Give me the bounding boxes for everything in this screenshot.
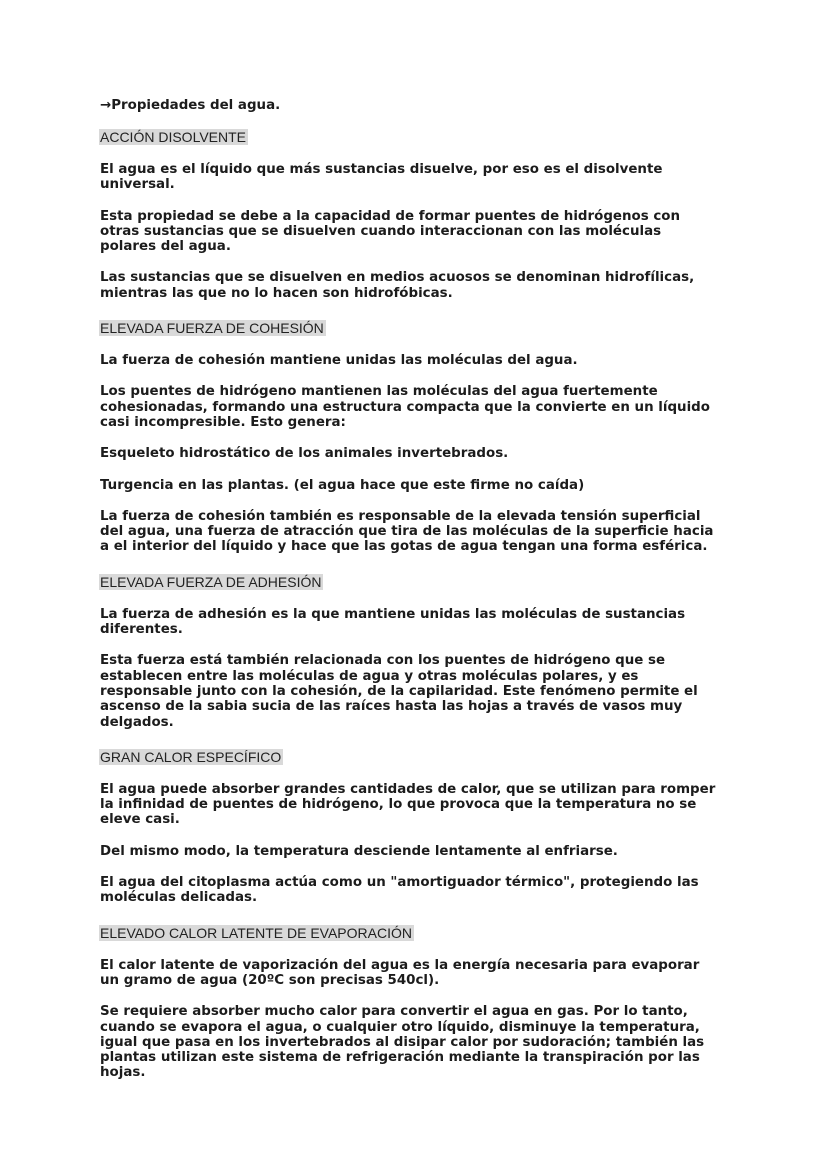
paragraph: Esta propiedad se debe a la capacidad de formar puentes de hidrógenos con otras sustancias que se disuelven cuando interaccionan con las moléculas polares del agua.	[100, 208, 681, 255]
section-calor-latente	[100, 922, 720, 1081]
paragraph: El calor latente de vaporización del agua es la energía necesaria para evaporar un gramo de agua (20ºC son precisas 540cl).	[100, 957, 700, 988]
paragraph: Los puentes de hidrógeno mantienen las moléculas del agua fuertemente cohesionadas, formando una estructura compacta que la convierte en un líquido casi incompresible. Esto genera:	[100, 384, 710, 430]
section-heading: GRAN CALOR ESPECÍFICO	[100, 748, 282, 765]
paragraph: La fuerza de adhesión es la que mantiene unidas las moléculas de sustancias diferentes.	[100, 606, 686, 638]
section-accion-disolvente	[100, 126, 720, 301]
paragraph: La fuerza de cohesión mantiene unidas las moléculas del agua.	[100, 353, 578, 369]
section-heading: ELEVADA FUERZA DE COHESIÓN	[100, 320, 324, 337]
paragraph: Del mismo modo, la temperatura desciende lentamente al enfriarse.	[100, 843, 618, 859]
section-fuerza-adhesion	[100, 571, 720, 730]
section-calor-especifico	[100, 746, 720, 906]
paragraph: Esta fuerza está también relacionada con los puentes de hidrógeno que se establecen entre las moléculas de agua y otras moléculas polares, y es responsable junto con la cohesión, de la capilaridad. Este fenómeno permite el ascenso de la sabia sucia de las raíces hasta las hojas a través de vasos muy delgados.	[100, 653, 698, 730]
section-fuerza-cohesion	[100, 317, 720, 555]
paragraph: Se requiere absorber mucho calor para convertir el agua en gas. Por lo tanto, cuando se evapora el agua, o cualquier otro líquido, disminuye la temperatura, igual que pasa en los invertebrados al disipar calor por sudoración; también las plantas utilizan este sistema de refrigeración mediante la transpiración por las hojas.	[100, 1004, 705, 1081]
section-heading: ELEVADO CALOR LATENTE DE EVAPORACIÓN	[100, 924, 412, 941]
document-body	[100, 98, 720, 1097]
intro-line: →Propiedades del agua.	[100, 98, 281, 113]
paragraph: Las sustancias que se disuelven en medios acuosos se denominan hidrofílicas, mientras las que no lo hacen son hidrofóbicas.	[100, 270, 695, 301]
paragraph: Esqueleto hidrostático de los animales invertebrados.	[100, 446, 509, 462]
paragraph: El agua es el líquido que más sustancias disuelve, por eso es el disolvente universal.	[100, 162, 663, 193]
section-heading: ELEVADA FUERZA DE ADHESIÓN	[100, 573, 322, 590]
paragraph: La fuerza de cohesión también es responsable de la elevada tensión superficial del agua, una fuerza de atracción que tira de las moléculas de la superficie hacia a el interior del líquido y hace que las gotas de agua tengan una forma esférica.	[100, 508, 714, 555]
paragraph: El agua puede absorber grandes cantidades de calor, que se utilizan para romper la infinidad de puentes de hidrógeno, lo que provoca que la temperatura no se eleve casi.	[100, 781, 716, 828]
section-heading: ACCIÓN DISOLVENTE	[100, 129, 246, 145]
paragraph: El agua del citoplasma actúa como un "amortiguador térmico", protegiendo las moléculas delicadas.	[100, 875, 699, 906]
paragraph: Turgencia en las plantas. (el agua hace que este firme no caída)	[100, 477, 585, 493]
